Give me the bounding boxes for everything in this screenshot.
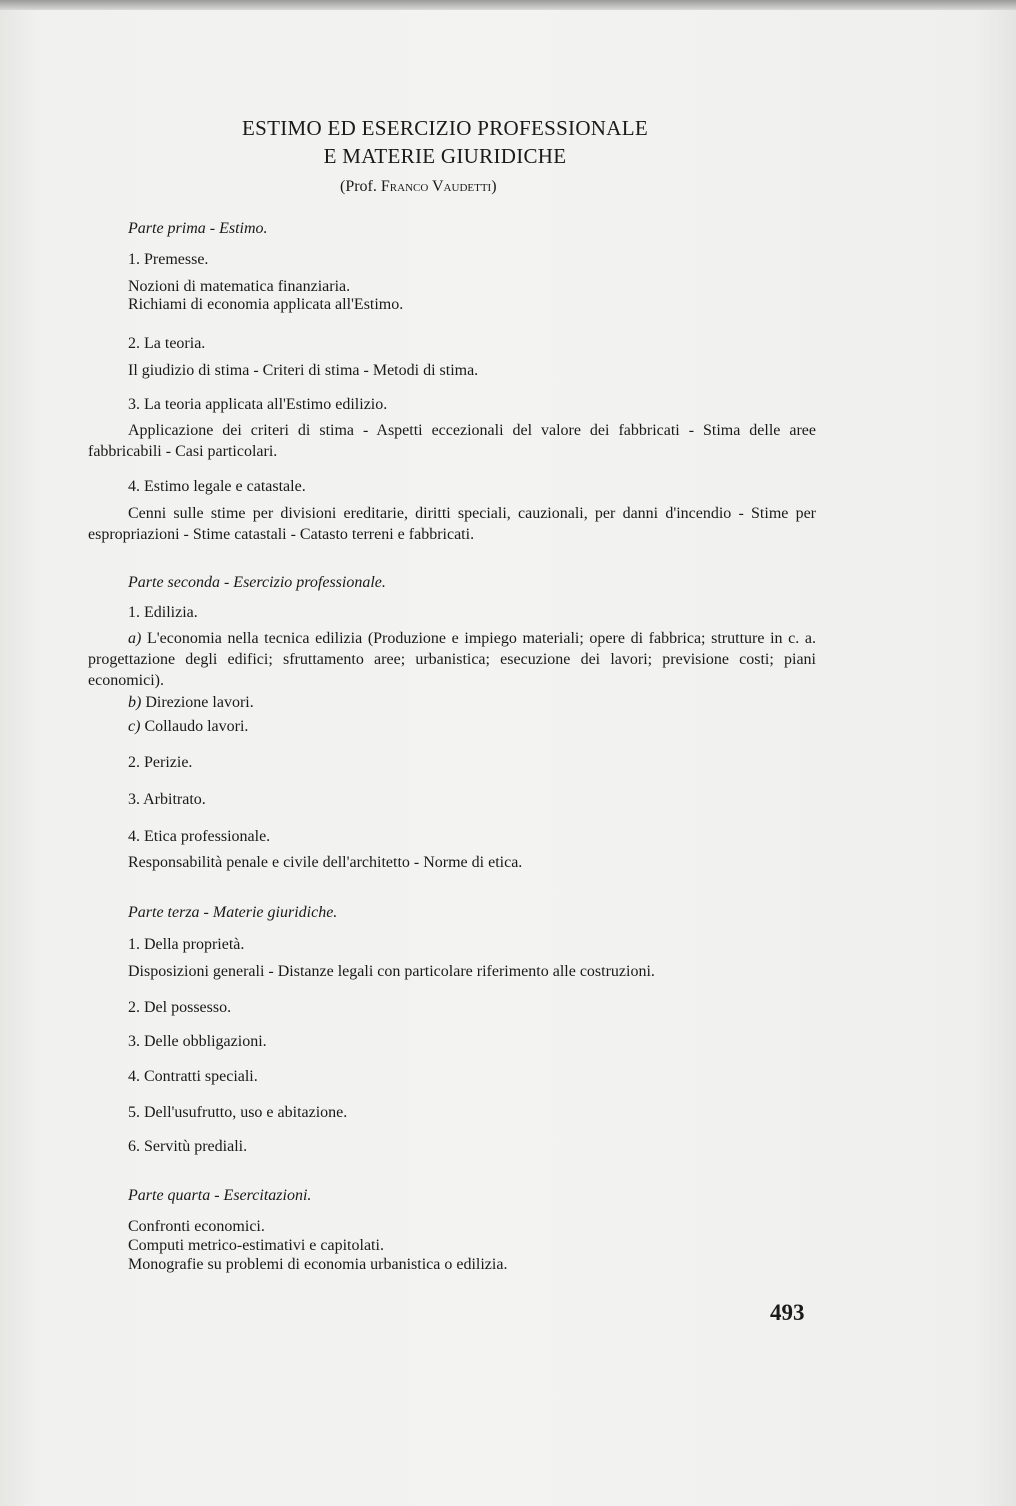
section-2-4-text: Responsabilità penale e civile dell'architetto - Norme di etica.	[128, 854, 523, 871]
section-1-3-title: 3. La teoria applicata all'Estimo edilizio.	[128, 396, 388, 413]
item-text-b: Direzione lavori.	[145, 694, 254, 711]
section-1-2-title: 2. La teoria.	[128, 335, 206, 352]
section-1-2-line-1: Il giudizio di stima - Criteri di stima - Metodi di stima.	[128, 362, 479, 379]
author-name: Franco Vaudetti	[380, 178, 492, 195]
section-1-1-line-2: Richiami di economia applicata all'Estimo.	[128, 296, 404, 313]
section-3-5-title: 5. Dell'usufrutto, uso e abitazione.	[128, 1104, 348, 1121]
section-2-1-title: 1. Edilizia.	[128, 604, 198, 621]
author-suffix: )	[491, 178, 497, 195]
section-2-1-b	[88, 692, 816, 713]
section-2-1-c	[88, 716, 816, 737]
section-1-1-title: 1. Premesse.	[128, 251, 209, 268]
item-text-a: L'economia nella tecnica edilizia (Produzione e impiego materiali; opere di fabbrica; strutture in c. a. progettazione degli edifici; sfruttamento aree; urbanistica; esecuzione dei lavori; previsione costi; piani economici).	[88, 630, 817, 689]
item-letter-c: c)	[128, 718, 141, 735]
author-prefix: (Prof.	[340, 178, 377, 195]
section-3-4-title: 4. Contratti speciali.	[128, 1068, 258, 1085]
title-line-1: ESTIMO ED ESERCIZIO PROFESSIONALE	[242, 116, 648, 140]
item-text-c: Collaudo lavori.	[144, 718, 249, 735]
part-4-heading: Parte quarta - Esercitazioni.	[128, 1187, 312, 1204]
page-top-edge	[0, 0, 1016, 10]
item-letter-b: b)	[128, 694, 142, 711]
section-3-3-title: 3. Delle obbligazioni.	[128, 1033, 267, 1050]
page-number: 493	[770, 1300, 805, 1325]
part-4-line-1: Confronti economici.	[128, 1218, 265, 1235]
section-1-4-text: Cenni sulle stime per divisioni ereditarie, diritti speciali, cauzionali, per danni d'incendio - Stime per espropriazioni - Stime catastali - Catasto terreni e fabbricati.	[88, 505, 816, 543]
section-1-1-line-1: Nozioni di matematica finanziaria.	[128, 278, 351, 295]
section-3-1-text: Disposizioni generali - Distanze legali con particolare riferimento alle costruzioni.	[128, 963, 655, 980]
section-1-4-title: 4. Estimo legale e catastale.	[128, 478, 306, 495]
part-2-heading: Parte seconda - Esercizio professionale.	[128, 574, 386, 591]
section-2-3-title: 3. Arbitrato.	[128, 791, 206, 808]
part-4-line-3: Monografie su problemi di economia urbanistica o edilizia.	[128, 1256, 508, 1273]
section-3-2-title: 2. Del possesso.	[128, 999, 232, 1016]
section-3-6-title: 6. Servitù prediali.	[128, 1138, 248, 1155]
section-2-2-title: 2. Perizie.	[128, 754, 193, 771]
section-2-4-title: 4. Etica professionale.	[128, 828, 271, 845]
section-1-3-text: Applicazione dei criteri di stima - Aspetti eccezionali del valore dei fabbricati - Stima delle aree fabbricabili - Casi particolari.	[88, 422, 816, 460]
item-letter-a: a)	[128, 630, 142, 647]
author	[340, 178, 497, 196]
part-4-line-2: Computi metrico-estimativi e capitolati.	[128, 1237, 384, 1254]
section-3-1-title: 1. Della proprietà.	[128, 936, 245, 953]
part-1-heading: Parte prima - Estimo.	[128, 220, 268, 237]
section-2-1-a	[88, 628, 816, 691]
title-line-2: E MATERIE GIURIDICHE	[323, 144, 567, 168]
part-3-heading: Parte terza - Materie giuridiche.	[128, 904, 338, 921]
